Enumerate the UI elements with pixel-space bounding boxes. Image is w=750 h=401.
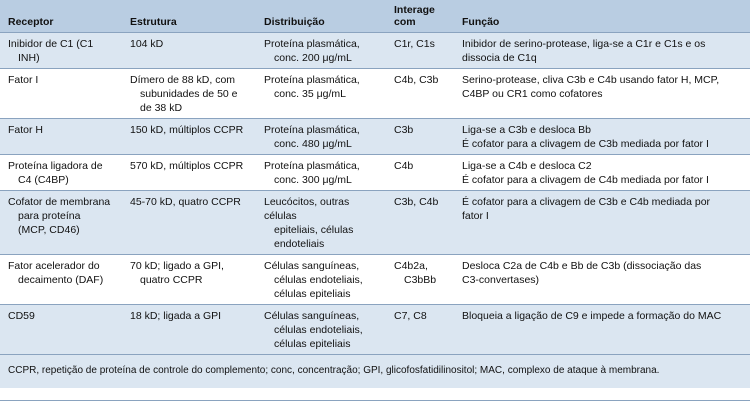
cell-funcao-line: C3-convertases) [462,273,540,286]
table-row [0,118,750,154]
cell-distribuicao-line: Células sanguíneas, [264,309,360,322]
cell-estrutura-line: Dímero de 88 kD, com [130,73,236,86]
cell-receptor-line: para proteína [18,209,81,222]
cell-receptor-line: CD59 [8,309,35,322]
cell-funcao-line: É cofator para a clivagem de C3b mediada por fator I [462,137,709,150]
cell-receptor [0,154,122,190]
cell-interage-line: C4b, C3b [394,73,439,86]
cell-estrutura [122,32,256,68]
cell-interage [386,304,454,354]
cell-distribuicao [256,190,386,254]
table-body [0,32,750,354]
cell-distribuicao-line: Leucócitos, outras células [264,195,350,222]
cell-estrutura [122,68,256,118]
table-row [0,190,750,254]
cell-estrutura [122,254,256,304]
cell-receptor [0,254,122,304]
cell-receptor-line: Fator acelerador do [8,259,100,272]
cell-distribuicao-line: Células sanguíneas, [264,259,360,272]
cell-estrutura [122,154,256,190]
cell-estrutura-line: 45-70 kD, quatro CCPR [130,195,241,208]
cell-distribuicao-line: células endoteliais, [274,323,363,336]
cell-estrutura-line: 150 kD, múltiplos CCPR [130,123,244,136]
cell-estrutura [122,304,256,354]
cell-distribuicao-line: células endoteliais, [274,273,363,286]
cell-receptor [0,32,122,68]
cell-distribuicao-line: células epiteliais [274,337,351,350]
cell-receptor [0,68,122,118]
cell-interage [386,254,454,304]
cell-funcao-line: Inibidor de serino-protease, liga-se a C1r e C1s e os [462,37,706,50]
cell-estrutura [122,190,256,254]
cell-funcao [454,304,750,354]
cell-distribuicao [256,254,386,304]
table-footnote: CCPR, repetição de proteína de controle do complemento; conc, concentração; GPI, glicofosfatidilinositol; MAC, complexo de ataque à membrana. [0,354,750,388]
cell-distribuicao-line: conc. 480 μg/mL [274,137,352,150]
cell-interage-line: C7, C8 [394,309,427,322]
cell-distribuicao [256,118,386,154]
cell-distribuicao-line: epiteliais, células [274,223,354,236]
cell-distribuicao [256,154,386,190]
table-row [0,304,750,354]
cell-funcao-line: É cofator para a clivagem de C4b mediada por fator I [462,173,709,186]
cell-interage-line: C3b, C4b [394,195,439,208]
header-estrutura: Estrutura [122,0,256,32]
cell-receptor [0,118,122,154]
cell-distribuicao-line: Proteína plasmática, [264,37,360,50]
cell-receptor-line: C4 (C4BP) [18,173,69,186]
table-row [0,68,750,118]
cell-distribuicao [256,68,386,118]
cell-distribuicao-line: conc. 300 μg/mL [274,173,352,186]
cell-funcao-line: Bloqueia a ligação de C9 e impede a formação do MAC [462,309,722,322]
cell-distribuicao-line: células epiteliais [274,287,351,300]
cell-distribuicao-line: conc. 35 μg/mL [274,87,347,100]
cell-interage [386,68,454,118]
cell-funcao-line: dissocia de C1q [462,51,537,64]
table-row [0,154,750,190]
cell-estrutura-line: de 38 kD [140,101,183,114]
cell-funcao-line: Liga-se a C4b e desloca C2 [462,159,592,172]
cell-receptor-line: Cofator de membrana [8,195,111,208]
cell-receptor-line: Fator H [8,123,44,136]
cell-interage-line: C3bBb [404,273,437,286]
header-funcao: Função [454,0,750,32]
cell-interage-line: C4b [394,159,414,172]
header-interage-line1: Interage [394,3,435,16]
cell-estrutura-line: 70 kD; ligado a GPI, [130,259,224,272]
cell-funcao [454,190,750,254]
cell-receptor [0,304,122,354]
cell-funcao [454,68,750,118]
cell-receptor-line: Fator I [8,73,39,86]
table-footnote-row [0,354,750,388]
cell-receptor-line: Inibidor de C1 (C1 [8,37,94,50]
cell-funcao [454,118,750,154]
table-header-row [0,0,750,32]
cell-interage [386,190,454,254]
table-row [0,254,750,304]
cell-distribuicao-line: endoteliais [274,237,325,250]
cell-distribuicao-line: conc. 200 μg/mL [274,51,352,64]
cell-interage-line: C4b2a, [394,259,428,272]
cell-receptor [0,190,122,254]
cell-funcao-line: fator I [462,209,489,222]
cell-receptor-line: decaimento (DAF) [18,273,104,286]
cell-receptor-line: (MCP, CD46) [18,223,80,236]
cell-funcao [454,32,750,68]
cell-estrutura-line: 104 kD [130,37,164,50]
cell-distribuicao [256,32,386,68]
cell-estrutura [122,118,256,154]
cell-estrutura-line: quatro CCPR [140,273,203,286]
cell-distribuicao-line: Proteína plasmática, [264,159,360,172]
header-interage-line2: com [394,15,416,28]
cell-interage-line: C3b [394,123,414,136]
cell-estrutura-line: subunidades de 50 e [140,87,238,100]
cell-funcao [454,254,750,304]
cell-interage [386,154,454,190]
cell-funcao-line: C4BP ou CR1 como cofatores [462,87,603,100]
cell-funcao-line: Serino-protease, cliva C3b e C4b usando fator H, MCP, [462,73,720,86]
cell-distribuicao [256,304,386,354]
table-row [0,32,750,68]
cell-estrutura-line: 570 kD, múltiplos CCPR [130,159,244,172]
cell-receptor-line: Proteína ligadora de [8,159,103,172]
cell-interage-line: C1r, C1s [394,37,435,50]
cell-distribuicao-line: Proteína plasmática, [264,73,360,86]
header-distribuicao: Distribuição [256,0,386,32]
cell-funcao-line: É cofator para a clivagem de C3b e C4b mediada por [462,195,711,208]
header-receptor: Receptor [0,0,122,32]
cell-funcao-line: Liga-se a C3b e desloca Bb [462,123,591,136]
cell-distribuicao-line: Proteína plasmática, [264,123,360,136]
cell-funcao-line: Desloca C2a de C4b e Bb de C3b (dissociação das [462,259,702,272]
cell-funcao [454,154,750,190]
header-interage [386,0,454,32]
cell-interage [386,32,454,68]
cell-receptor-line: INH) [18,51,40,64]
cell-interage [386,118,454,154]
cell-estrutura-line: 18 kD; ligada a GPI [130,309,222,322]
